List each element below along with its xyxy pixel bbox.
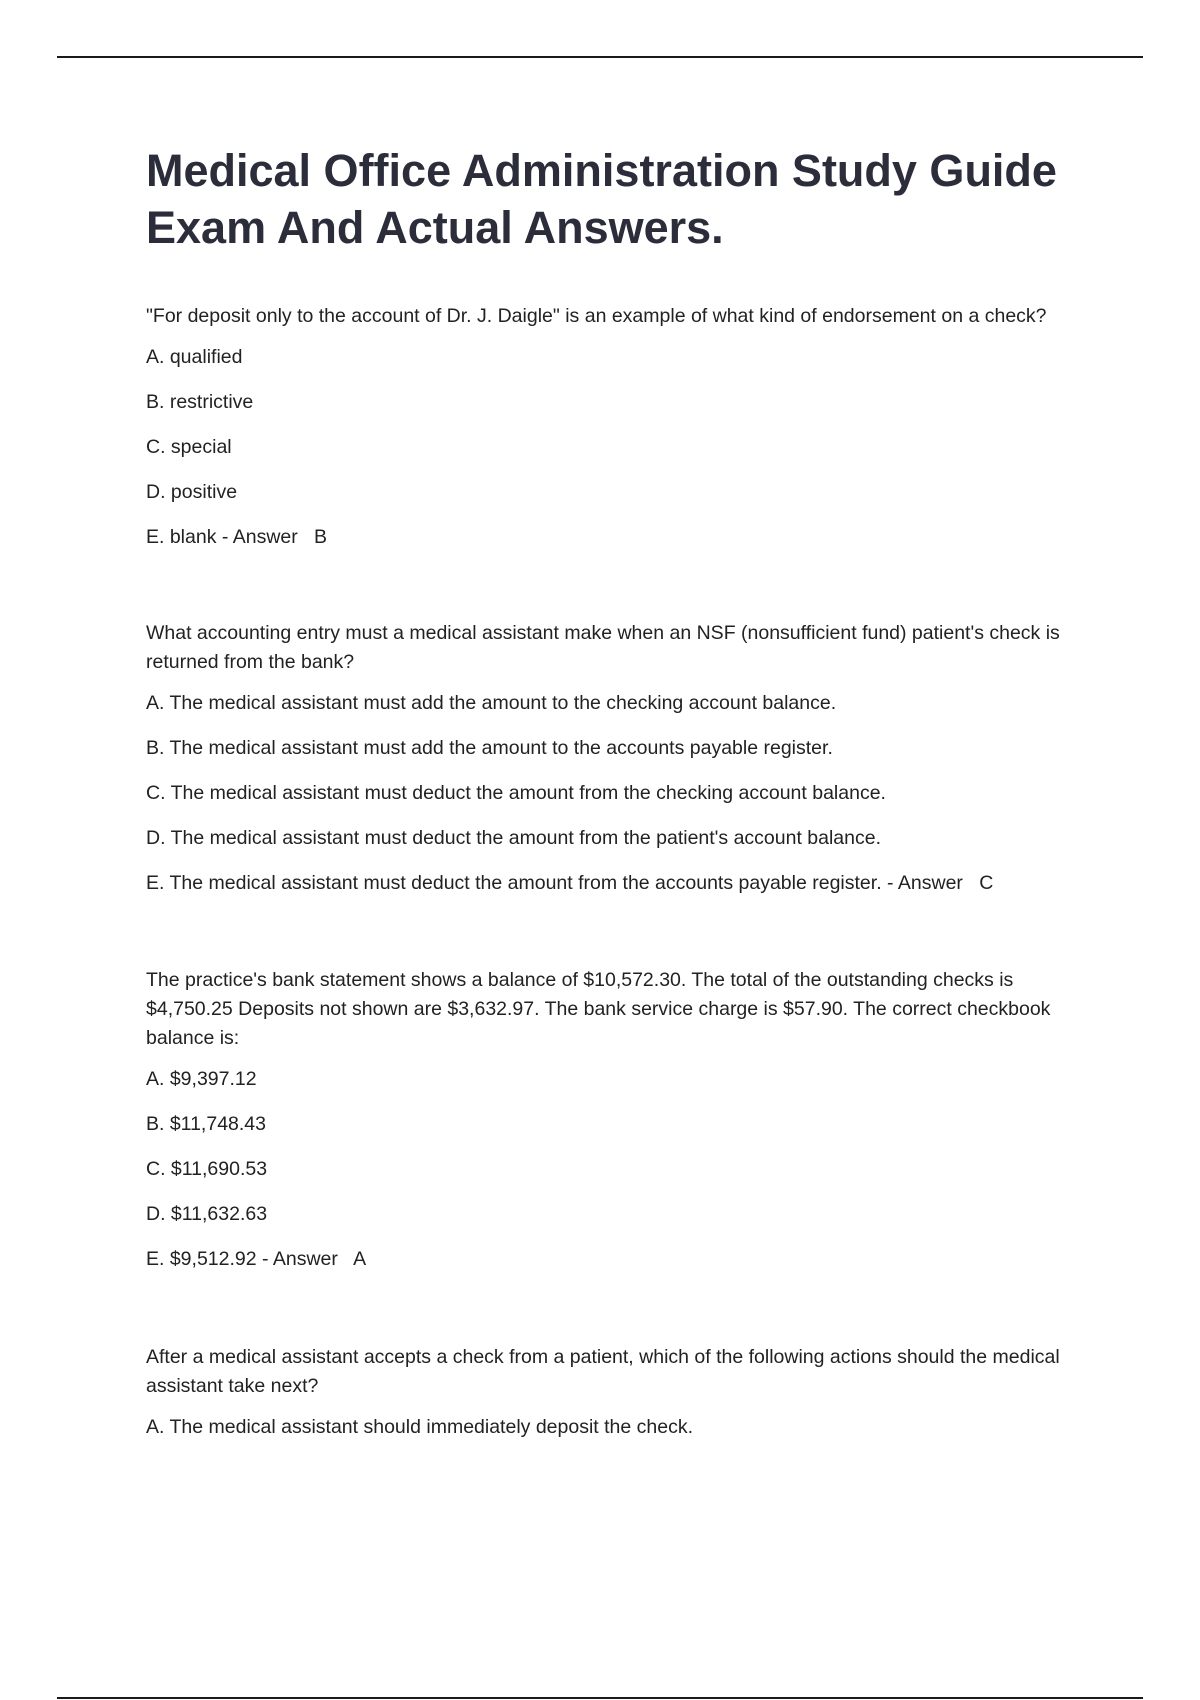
question-4	[146, 1343, 1086, 1439]
option-a: A. qualified	[146, 346, 243, 368]
option-e-text: E. blank	[146, 526, 217, 548]
option-a: A. $9,397.12	[146, 1068, 257, 1090]
top-rule	[57, 56, 1143, 58]
option-c: C. special	[146, 436, 232, 458]
answer-value: C	[979, 872, 994, 894]
question-3	[146, 966, 1086, 1271]
question-text: After a medical assistant accepts a check from a patient, which of the following actions should the medical assistant take next?	[146, 1346, 1060, 1397]
option-b: B. $11,748.43	[146, 1113, 266, 1135]
option-e: E. blank - Answer B	[146, 526, 328, 548]
question-text: "For deposit only to the account of Dr. J. Daigle" is an example of what kind of endorsement on a check?	[146, 305, 1047, 327]
question-2	[146, 619, 1086, 895]
answer-label: Answer	[272, 1248, 338, 1270]
option-d: D. The medical assistant must deduct the amount from the patient's account balance.	[146, 827, 882, 849]
option-b: B. The medical assistant must add the amount to the accounts payable register.	[146, 737, 833, 759]
option-c: C. The medical assistant must deduct the amount from the checking account balance.	[146, 782, 886, 804]
bottom-rule	[57, 1697, 1143, 1699]
option-b: B. restrictive	[146, 391, 254, 413]
question-text: What accounting entry must a medical assistant make when an NSF (nonsufficient fund) patient's check is returned from the bank?	[146, 622, 1060, 673]
option-e-text: E. The medical assistant must deduct the amount from the accounts payable register.	[146, 872, 882, 894]
option-c: C. $11,690.53	[146, 1158, 268, 1180]
option-d: D. $11,632.63	[146, 1203, 268, 1225]
answer-value: B	[314, 526, 328, 548]
option-a: A. The medical assistant should immediately deposit the check.	[146, 1416, 693, 1438]
option-e: E. The medical assistant must deduct the amount from the accounts payable register. - Answer C	[146, 872, 994, 894]
answer-label: Answer	[897, 872, 963, 894]
answer-label: Answer	[232, 526, 298, 548]
page-title: Medical Office Administration Study Guide Exam And Actual Answers.	[146, 145, 1057, 253]
question-text: The practice's bank statement shows a balance of $10,572.30. The total of the outstanding checks is $4,750.25 Deposits not shown are $3,632.97. The bank service charge is $57.90. The correct checkbook balance is:	[146, 969, 1051, 1049]
option-e-text: E. $9,512.92	[146, 1248, 257, 1270]
option-a: A. The medical assistant must add the amount to the checking account balance.	[146, 692, 837, 714]
answer-value: A	[353, 1248, 367, 1270]
option-e: E. $9,512.92 - Answer A	[146, 1248, 367, 1270]
question-1	[146, 302, 1086, 549]
option-d: D. positive	[146, 481, 238, 503]
